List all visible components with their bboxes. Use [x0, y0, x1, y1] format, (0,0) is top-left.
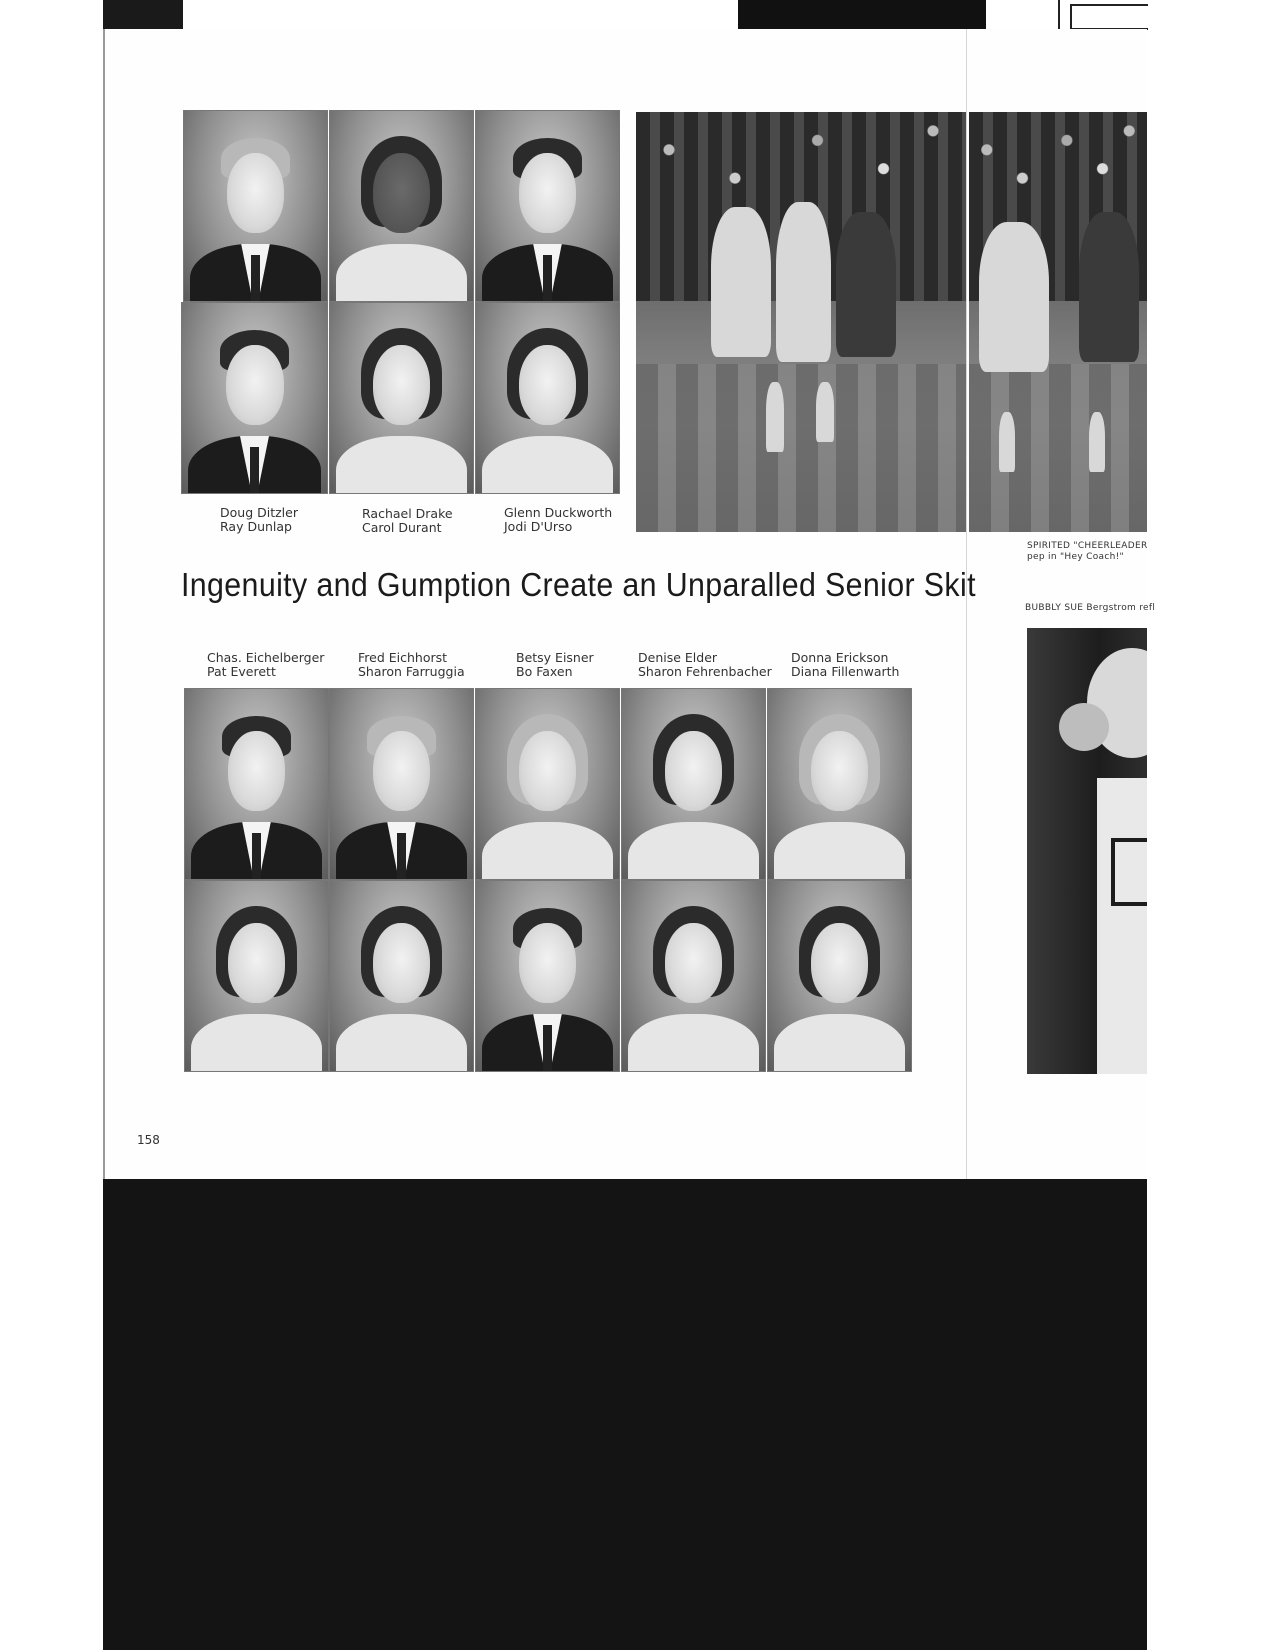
name-line: Donna Erickson: [791, 650, 889, 665]
previous-page-frame-inner: [1070, 4, 1148, 30]
name-line: Fred Eichhorst: [358, 650, 448, 665]
name-line: Betsy Eisner: [516, 650, 594, 665]
portrait-rachael-drake: [329, 110, 474, 302]
previous-page-photo-fragment: [738, 0, 986, 29]
portrait-bo-faxen: [475, 880, 620, 1072]
cheerleader-caption: [1027, 541, 1148, 563]
portrait-diana-fillenwarth: [767, 880, 912, 1072]
caption-line: pep in "Hey Coach!": [1027, 552, 1124, 562]
name-line: Doug Ditzler: [220, 505, 298, 520]
previous-page-strip: [103, 0, 1147, 29]
name-column: [358, 651, 465, 679]
portrait-carol-durant: [329, 302, 474, 494]
name-line: Carol Durant: [362, 520, 442, 535]
name-line: Denise Elder: [638, 650, 718, 665]
page-headline: Ingenuity and Gumption Create an Unparalled Senior Skit: [181, 566, 976, 603]
cheerleader-skit-photo-2: [969, 112, 1147, 532]
portrait-fred-eichhorst: [329, 688, 474, 880]
name-line: Bo Faxen: [516, 664, 573, 679]
name-line: Sharon Fehrenbacher: [638, 664, 772, 679]
name-column: [638, 651, 772, 679]
name-line: Rachael Drake: [362, 506, 453, 521]
portrait-ray-dunlap: [181, 302, 328, 494]
name-line: Sharon Farruggia: [358, 664, 465, 679]
portrait-donna-erickson: [767, 688, 912, 880]
name-column: [220, 506, 298, 534]
portrait-jodi-durso: [475, 302, 620, 494]
caption-line: SPIRITED "CHEERLEADER: [1027, 541, 1148, 551]
name-column: [362, 507, 453, 535]
name-line: Ray Dunlap: [220, 519, 292, 534]
bubble-gum-photo: [1027, 628, 1147, 1074]
scan-border-dark: [103, 0, 183, 29]
portrait-sharon-fehrenbacher: [621, 880, 766, 1072]
scan-background-dark: [103, 1179, 1147, 1650]
bubbly-caption: BUBBLY SUE Bergstrom refl: [1025, 603, 1156, 613]
page-fold: [966, 29, 967, 1179]
page-number: 158: [137, 1133, 160, 1147]
name-column: [791, 651, 899, 679]
portrait-betsy-eisner: [475, 688, 620, 880]
name-column: [504, 506, 612, 534]
cheerleader-skit-photo: [636, 112, 966, 532]
portrait-doug-ditzler: [183, 110, 328, 302]
name-line: Jodi D'Urso: [504, 519, 573, 534]
portrait-denise-elder: [621, 688, 766, 880]
portrait-sharon-farruggia: [329, 880, 474, 1072]
name-line: Pat Everett: [207, 664, 276, 679]
name-column: [516, 651, 594, 679]
name-line: Chas. Eichelberger: [207, 650, 325, 665]
portrait-chas-eichelberger: [184, 688, 329, 880]
name-column: [207, 651, 324, 679]
name-line: Glenn Duckworth: [504, 505, 613, 520]
name-line: Diana Fillenwarth: [791, 664, 900, 679]
portrait-glenn-duckworth: [475, 110, 620, 302]
portrait-pat-everett: [184, 880, 329, 1072]
